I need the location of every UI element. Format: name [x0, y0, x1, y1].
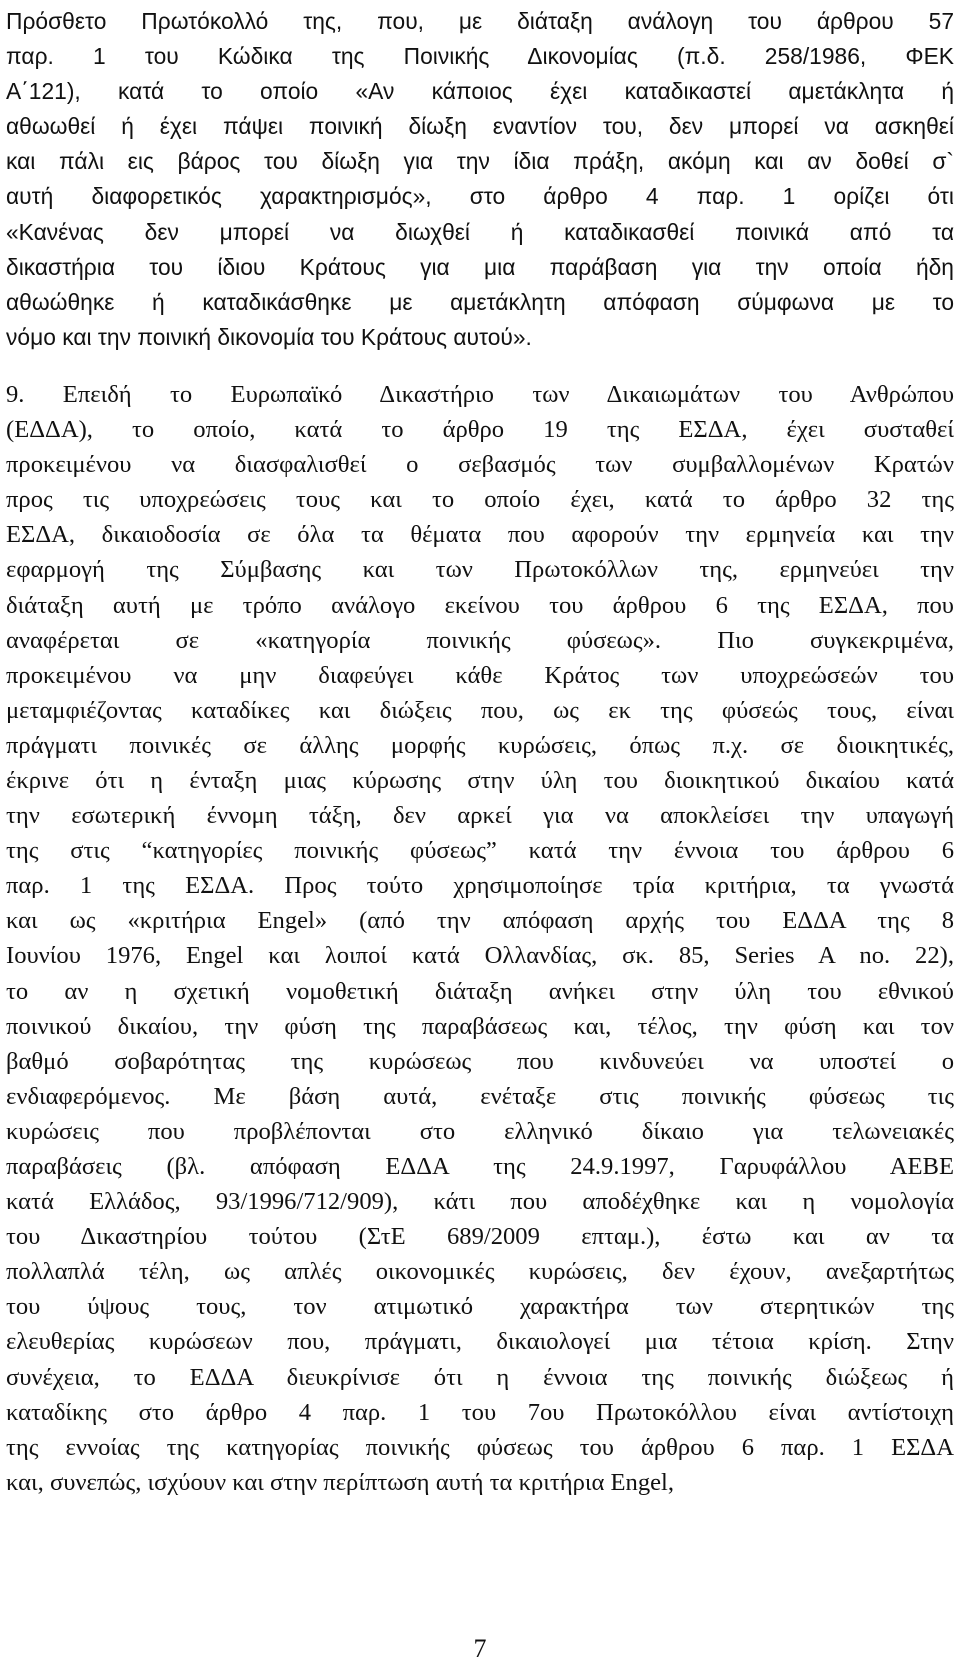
text-line: Ιουνίου 1976, Engel και λοιποί κατά Ολλανδίας, σκ. 85, Series A no. 22), [6, 942, 954, 970]
text-line: έκρινε ότι η ένταξη μιας κύρωσης στην ύλη του διοικητικού δικαίου κατά [6, 766, 954, 794]
text-line: προς τις υποχρεώσεις τους και το οποίο έχει, κατά το άρθρο 32 της [6, 486, 954, 514]
text-line: του ύψους τους, τον ατιμωτικό χαρακτήρα των στερητικών της [6, 1293, 954, 1321]
text-line: ΕΣΔΑ, δικαιοδοσία σε όλα τα θέματα που αφορούν την ερμηνεία και την [6, 521, 954, 549]
text-line: πολλαπλά τέλη, ως απλές οικονομικές κυρώσεις, δεν έχουν, ανεξαρτήτως [6, 1258, 954, 1286]
text-line: κυρώσεις που προβλέπονται στο ελληνικό δίκαιο για τελωνειακές [6, 1117, 954, 1145]
text-line: Α΄121), κατά το οποίο «Αν κάποιος έχει καταδικαστεί αμετάκλητα ή [6, 78, 954, 105]
text-line: εφαρμογή της Σύμβασης και των Πρωτοκόλλων της, ερμηνεύει την [6, 556, 954, 584]
page-number: 7 [473, 1634, 487, 1663]
text-line: ποινικού δικαίου, την φύση της παραβάσεως και, τέλος, την φύση και τον [6, 1012, 954, 1040]
text-line: αναφέρεται σε «κατηγορία ποινικής φύσεως». Πιο συγκεκριμένα, [6, 626, 954, 654]
text-line: πράγματι ποινικές σε άλλης μορφής κυρώσεις, όπως π.χ. σε διοικητικές, [6, 731, 954, 759]
text-line: δικαστήρια του ίδιου Κράτους για μια παράβαση για την οποία ήδη [6, 253, 954, 280]
text-line: ελευθερίας κυρώσεων που, πράγματι, δικαιολογεί μια τέτοια κρίση. Στην [6, 1328, 954, 1356]
text-line: και, συνεπώς, ισχύουν και στην περίπτωση αυτή τα κριτήρια Engel, [6, 1468, 675, 1496]
text-line: συνέχεια, το ΕΔΔΑ διευκρίνισε ότι η έννοια της ποινικής διώξεως ή [6, 1363, 954, 1391]
text-line: ενδιαφερόμενος. Με βάση αυτά, ενέταξε στις ποινικής φύσεως τις [6, 1082, 954, 1110]
paragraph-gap [6, 355, 954, 377]
text-line: βαθμό σοβαρότητας της κυρώσεως που κινδυνεύει να υποστεί ο [6, 1047, 954, 1075]
text-line: διάταξη αυτή με τρόπο ανάλογο εκείνου του άρθρου 6 της ΕΣΔΑ, που [6, 591, 954, 619]
document-page [6, 4, 954, 1500]
text-line: 9. Επειδή το Ευρωπαϊκό Δικαστήριο των Δικαιωμάτων του Ανθρώπου [6, 380, 954, 408]
text-line: και ως «κριτήρια Engel» (από την απόφαση αρχής του ΕΔΔΑ της 8 [6, 907, 954, 935]
text-line: αθωώθηκε ή καταδικάσθηκε με αμετάκλητη απόφαση σύμφωνα με το [6, 288, 954, 315]
text-line: «Κανένας δεν μπορεί να διωχθεί ή καταδικασθεί ποινικά από τα [6, 218, 954, 245]
text-line: την εσωτερική έννομη τάξη, δεν αρκεί για να αποκλείσει την υπαγωγή [6, 802, 954, 830]
text-line: της στις “κατηγορίες ποινικής φύσεως” κατά την έννοια του άρθρου 6 [6, 837, 954, 865]
text-line: το αν η σχετική νομοθετική διάταξη ανήκει στην ύλη του εθνικού [6, 977, 954, 1005]
paragraph-1 [6, 4, 954, 355]
text-line: παρ. 1 του Κώδικα της Ποινικής Δικονομίας (π.δ. 258/1986, ΦΕΚ [6, 43, 954, 70]
paragraph-2 [6, 377, 954, 1500]
text-line: (ΕΔΔΑ), το οποίο, κατά το άρθρο 19 της ΕΣΔΑ, έχει συσταθεί [6, 416, 954, 444]
text-line: και πάλι εις βάρος του δίωξη για την ίδια πράξη, ακόμη και αν δοθεί σ` [6, 148, 954, 175]
text-line: αθωωθεί ή έχει πάψει ποινική δίωξη εναντίον του, δεν μπορεί να ασκηθεί [6, 113, 954, 140]
text-line: της εννοίας της κατηγορίας ποινικής φύσεως του άρθρου 6 παρ. 1 ΕΣΔΑ [6, 1433, 954, 1461]
text-line: παραβάσεις (βλ. απόφαση ΕΔΔΑ της 24.9.1997, Γαρυφάλλου ΑΕΒΕ [6, 1153, 954, 1180]
text-line: καταδίκης στο άρθρο 4 παρ. 1 του 7ου Πρωτοκόλλου είναι αντίστοιχη [6, 1398, 954, 1426]
text-line: του Δικαστηρίου τούτου (ΣτΕ 689/2009 επταμ.), έστω και αν τα [6, 1223, 954, 1251]
text-line: προκειμένου να μην διαφεύγει κάθε Κράτος των υποχρεώσεών του [6, 661, 954, 689]
text-line: μεταμφιέζοντας καταδίκες και διώξεις που, ως εκ της φύσεώς τους, είναι [6, 696, 954, 724]
text-line: αυτή διαφορετικός χαρακτηρισμός», στο άρθρο 4 παρ. 1 ορίζει ότι [6, 183, 954, 210]
text-line: Πρόσθετο Πρωτόκολλό της, που, με διάταξη ανάλογη του άρθρου 57 [6, 8, 954, 34]
text-line: παρ. 1 της ΕΣΔΑ. Προς τούτο χρησιμοποίησε τρία κριτήρια, τα γνωστά [6, 872, 954, 900]
text-line: κατά Ελλάδος, 93/1996/712/909), κάτι που αποδέχθηκε και η νομολογία [6, 1188, 954, 1216]
text-line: νόμο και την ποινική δικονομία του Κράτους αυτού». [6, 323, 532, 350]
text-line: προκειμένου να διασφαλισθεί ο σεβασμός των συμβαλλομένων Κρατών [6, 451, 954, 479]
